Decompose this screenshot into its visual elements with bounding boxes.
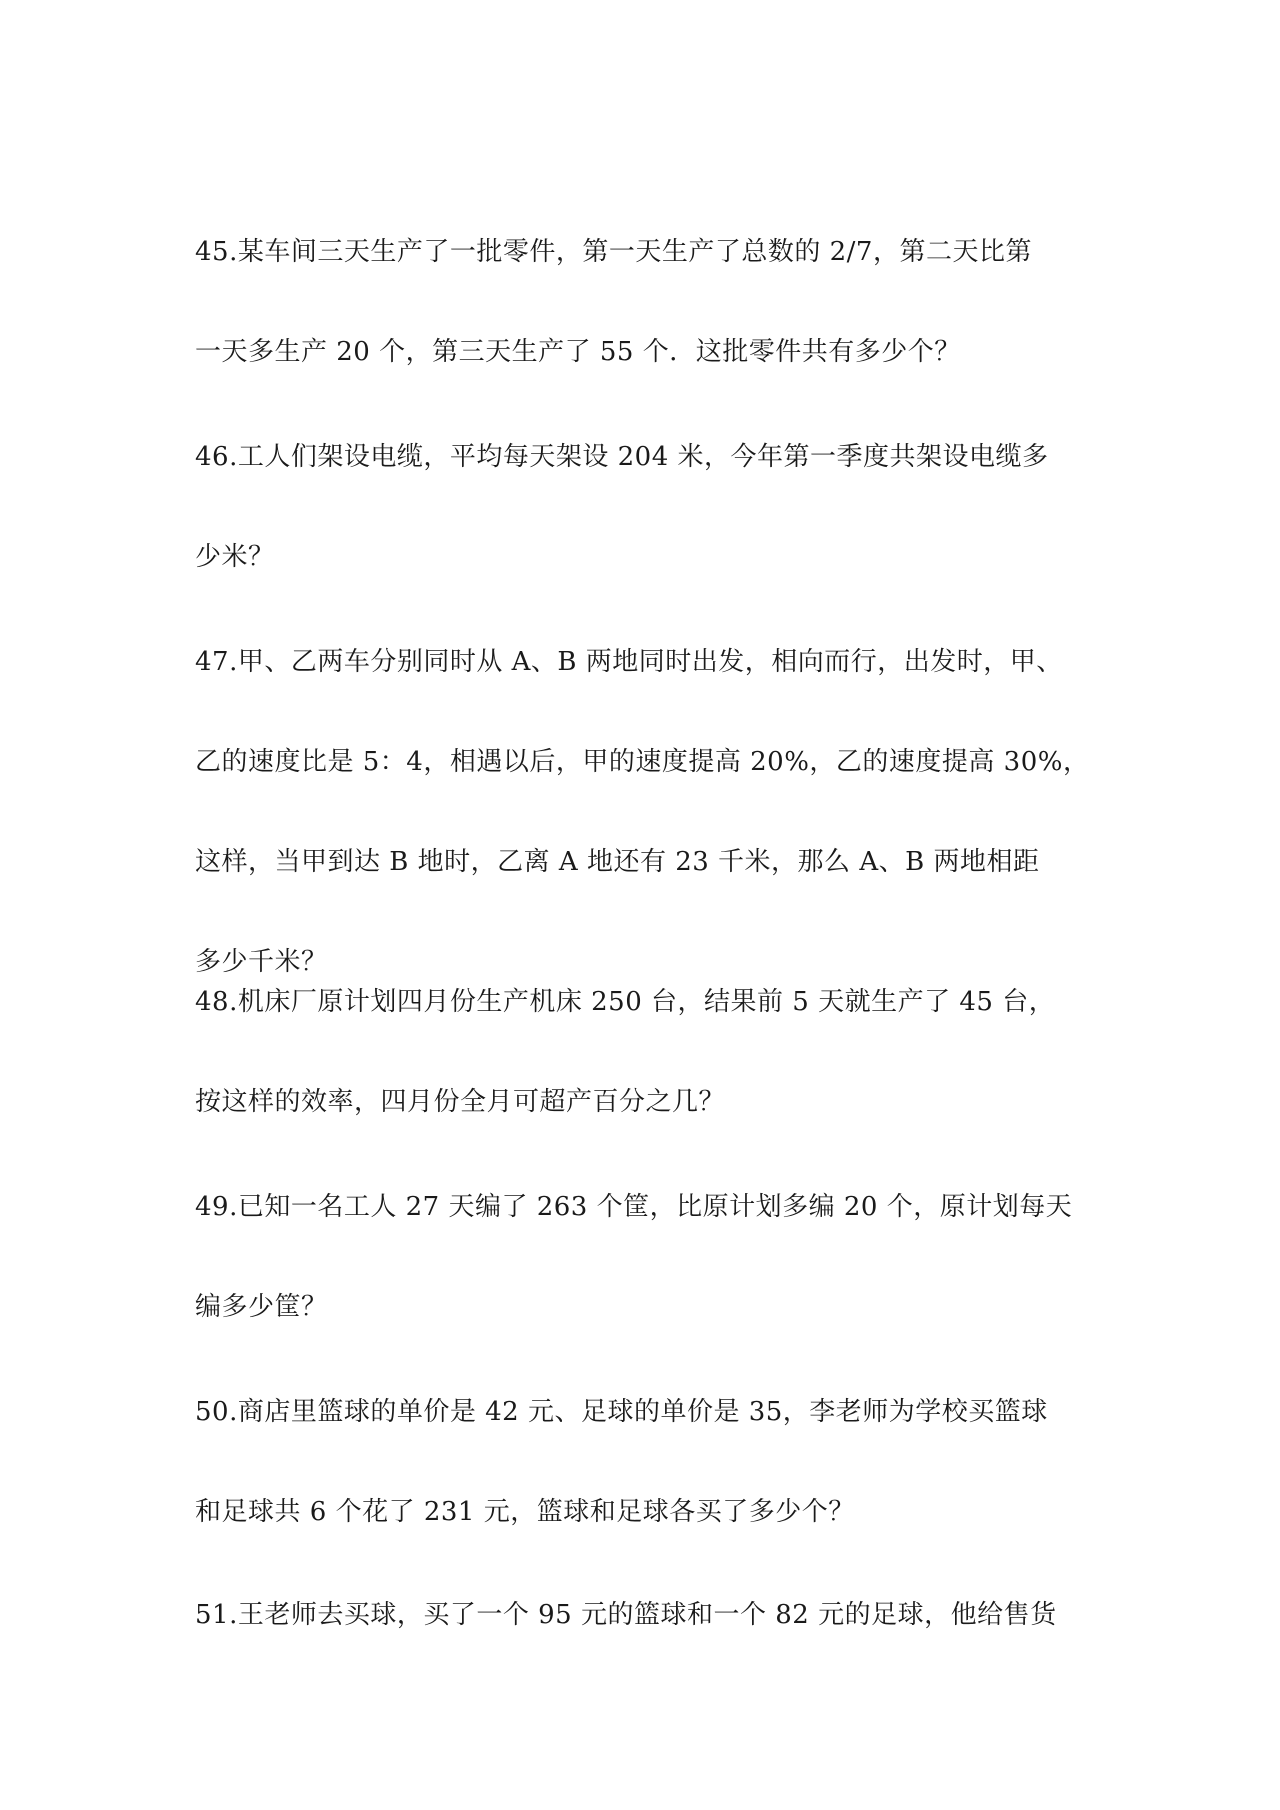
problem-line: 多少千米？	[195, 947, 328, 977]
problem-line: 48.机床厂原计划四月份生产机床 250 台，结果前 5 天就生产了 45 台，	[195, 987, 1056, 1017]
problem-51	[195, 1598, 1100, 1632]
problem-line: 按这样的效率，四月份全月可超产百分之几？	[195, 1087, 726, 1117]
problem-line: 一天多生产 20 个，第三天生产了 55 个．这批零件共有多少个？	[195, 337, 961, 367]
problem-line: 这样，当甲到达 B 地时，乙离 A 地还有 23 千米，那么 A、B 两地相距	[195, 847, 1040, 877]
problem-line: 49.已知一名工人 27 天编了 263 个筐，比原计划多编 20 个，原计划每天	[195, 1192, 1073, 1222]
problem-46	[195, 440, 1100, 574]
problem-line: 乙的速度比是 5：4，相遇以后，甲的速度提高 20%，乙的速度提高 30%，	[195, 747, 1090, 777]
problem-45	[195, 235, 1100, 369]
problem-line: 51.王老师去买球，买了一个 95 元的篮球和一个 82 元的足球，他给售货	[195, 1600, 1057, 1630]
problem-line: 编多少筐？	[195, 1292, 328, 1322]
problem-line: 47.甲、乙两车分别同时从 A、B 两地同时出发，相向而行，出发时，甲、	[195, 647, 1063, 677]
problem-line: 和足球共 6 个花了 231 元，篮球和足球各买了多少个？	[195, 1497, 855, 1527]
problem-line: 45.某车间三天生产了一批零件，第一天生产了总数的 2/7，第二天比第	[195, 237, 1032, 267]
problem-line: 46.工人们架设电缆，平均每天架设 204 米，今年第一季度共架设电缆多	[195, 442, 1049, 472]
problem-49	[195, 1190, 1100, 1324]
problem-line: 少米？	[195, 542, 275, 572]
problem-line: 50.商店里篮球的单价是 42 元、足球的单价是 35，李老师为学校买篮球	[195, 1397, 1048, 1427]
problem-48	[195, 985, 1100, 1119]
problem-50	[195, 1395, 1100, 1529]
problem-47	[195, 645, 1100, 979]
